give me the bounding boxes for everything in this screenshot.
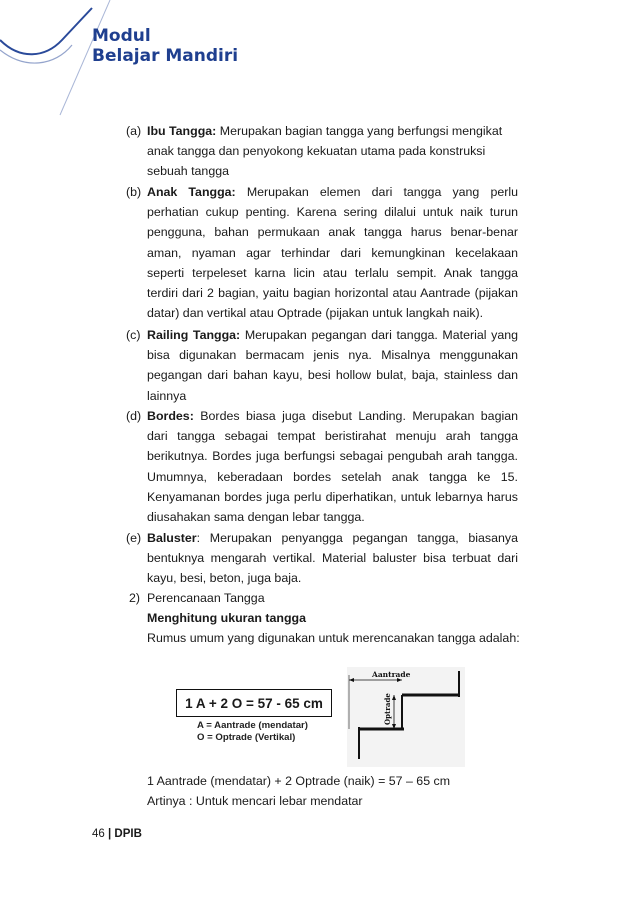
line: Ibu Tangga: Merupakan bagian tangga yang berfungsi mengikat: [147, 124, 503, 138]
section-title: Perencanaan Tangga: [147, 591, 265, 605]
label-aantrade: Aantrade: [372, 670, 411, 679]
line: perhatian cukup penting. Karena sering dilalui untuk naik turun: [147, 205, 518, 220]
section-intro: Rumus umum yang digunakan untuk merencanakan tangga adalah:: [147, 631, 520, 645]
module-title-line2: Belajar Mandiri: [92, 46, 239, 66]
meaning-text: Artinya : Untuk mencari lebar mendatar: [147, 794, 363, 808]
list-item-anak-tangga: [126, 182, 518, 323]
line: Baluster: Merupakan penyangga pegangan tangga, biasanya: [147, 531, 518, 545]
list-item-ibu-tangga: [126, 121, 518, 182]
stair-diagram: [347, 667, 465, 767]
line: terdiri dari 2 bagian, yaitu bagian horizontal atau Aantrade (pijakan: [147, 286, 518, 301]
legend-optrade: O = Optrade (Vertikal): [197, 732, 296, 743]
term: Bordes:: [147, 409, 194, 423]
term: Ibu Tangga:: [147, 124, 217, 138]
list-item-railing-tangga: [126, 325, 518, 406]
formula-text: 1 Aantrade (mendatar) + 2 Optrade (naik) = 57 – 65 cm: [147, 774, 451, 788]
list-item-baluster: [126, 528, 518, 589]
line: bentuknya mengarah vertikal. Material baluster bisa terbuat dari: [147, 551, 518, 566]
module-title: [92, 26, 238, 66]
line: Umumnya, keberadaan bordes setelah anak tangga ke 15.: [147, 469, 518, 484]
line: aman, nyaman agar terhindar dari kemungkinan kecelakaan: [147, 245, 518, 260]
line: anak tangga dan penyokong kekuatan utama pada konstruksi: [147, 144, 486, 159]
list-marker: (b): [126, 185, 142, 199]
line: sebuah tangga: [147, 164, 229, 179]
line: pengguna, bahan permukaan anak tangga harus benar-benar: [147, 225, 518, 240]
list-marker: (e): [126, 531, 142, 545]
module-title-line1: Modul: [92, 26, 151, 46]
line: kayu, besi, beton, juga baja.: [147, 571, 302, 586]
stair-formula-figure: [175, 667, 465, 767]
term: Baluster: [147, 531, 197, 545]
label-optrade: Optrade: [383, 693, 392, 725]
line: lainnya: [147, 388, 187, 403]
legend-aantrade: A = Aantrade (mendatar): [197, 720, 308, 731]
section-number: 2): [129, 591, 141, 605]
list-marker: (a): [126, 124, 142, 138]
term: Anak Tangga:: [147, 185, 236, 199]
line: Kenyamanan bordes juga perlu diperhatikan, untuk lebarnya harus: [147, 489, 518, 504]
section-subtitle: Menghitung ukuran tangga: [147, 611, 307, 625]
page-number: 46: [92, 828, 105, 840]
list-item-bordes: [126, 406, 518, 527]
line: dari tangga sebagai tempat beristirahat menuju arah tangga: [147, 429, 518, 444]
footer-separator: |: [104, 828, 115, 840]
list-marker: (d): [126, 409, 142, 423]
line: Railing Tangga: Merupakan pegangan dari tangga. Material yang: [147, 328, 518, 342]
formula-box: 1 A + 2 O = 57 - 65 cm: [176, 689, 332, 717]
line: bisa digunakan bermacam jenis nya. Misalnya menggunakan: [147, 348, 518, 363]
line: pegangan dari bahan kayu, besi hollow bulat, baja, stainless dan: [147, 368, 518, 383]
line: diusahakan sama dengan lebar tangga.: [147, 510, 365, 525]
list-marker: (c): [126, 328, 141, 342]
footer-label: DPIB: [114, 828, 142, 840]
line: berikutnya. Bordes juga berfungsi sebagai pengubah arah tangga.: [147, 449, 518, 464]
term: Railing Tangga:: [147, 328, 241, 342]
line: datar) dan vertikal atau Optrade (pijakan untuk langkah naik).: [147, 306, 484, 321]
page-footer: [92, 828, 142, 840]
line: Anak Tangga: Merupakan elemen dari tangga yang perlu: [147, 185, 518, 199]
line: Bordes: Bordes biasa juga disebut Landing. Merupakan bagian: [147, 409, 518, 423]
line: seperti terpeleset karna licin atau terlalu sempit. Anak tangga: [147, 265, 518, 280]
